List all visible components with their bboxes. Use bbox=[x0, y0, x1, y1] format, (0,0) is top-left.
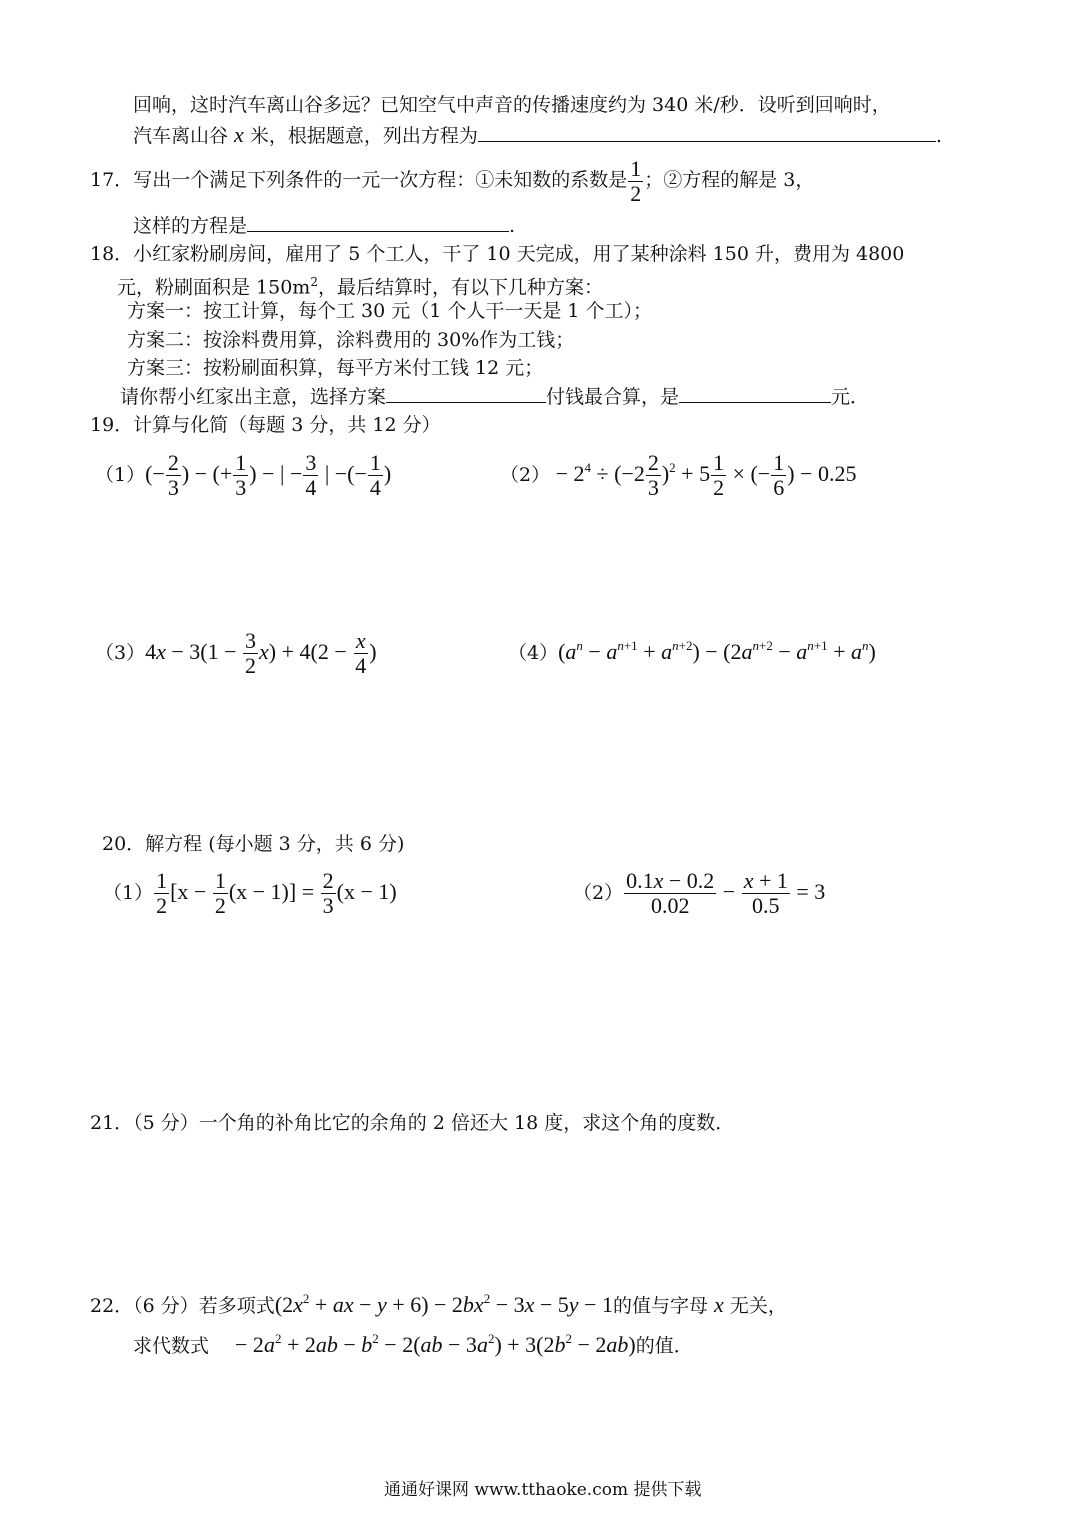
answer-blank-plan[interactable] bbox=[386, 384, 546, 403]
q17-line1: 17．写出一个满足下列条件的一元一次方程：①未知数的系数是 $\frac{1}{2}$ ；②方程的解是 3， bbox=[90, 155, 815, 206]
q18-plan1: 方案一：按工计算，每个工 30 元（1 个人干一天是 1 个工）； bbox=[127, 300, 653, 322]
answer-blank-q16[interactable] bbox=[478, 123, 936, 142]
q17-line2: 这样的方程是 . bbox=[133, 215, 516, 237]
q19-problem-4: $(4)(a^n - a^{n+1} + a^{n+2}) - (2a^{n+2} - a^{n+1} + a^n)$ bbox=[508, 638, 876, 664]
q16-line1: 回响，这时汽车离山谷多远？已知空气中声音的传播速度约为 340 米/秒．设听到回响时， bbox=[133, 94, 891, 116]
fraction-half: $\frac{1}{2}$ bbox=[630, 155, 642, 206]
q20-problem-1: （1） $\frac{1}{2}$ [x − $\frac{1}{2}$ (x − 1)] = $\frac{2}{3}$ (x − 1) bbox=[103, 868, 397, 919]
q21-text: 21．（5 分）一个角的补角比它的余角的 2 倍还大 18 度，求这个角的度数． bbox=[90, 1112, 735, 1134]
q20-title: 20．解方程 (每小题 3 分，共 6 分) bbox=[102, 833, 405, 855]
q20-problem-2: （2） $\frac{0.1x - 0.2}{0.02}$ − $\frac{x + 1}{0.5}$ = 3 bbox=[573, 868, 826, 919]
q16-line2: 汽车离山谷 x 米，根据题意，列出方程为 . bbox=[133, 122, 942, 147]
page-footer: 通通好课网 www.tthaoke.com 提供下载 bbox=[384, 1480, 702, 1500]
q19-title: 19．计算与化简（每题 3 分，共 12 分） bbox=[90, 414, 441, 436]
q22-line2: 求代数式 − $2a^2 + 2ab - b^2 - 2(ab - 3a^2) + 3(2b^2 - 2ab)$的值． bbox=[133, 1331, 693, 1357]
q19-problem-1: （1）(− $\frac{2}{3}$ ) − (+ $\frac{1}{3}$ ) − | − $\frac{3}{4}$ | −(− $\frac{1}{4}$ ) bbox=[95, 450, 392, 501]
q18-ask: 请你帮小红家出主意，选择方案 付钱最合算，是 元． bbox=[120, 386, 870, 408]
answer-blank-cost[interactable] bbox=[679, 384, 831, 403]
q18-line2: 元，粉刷面积是 $150m^2$，最后结算时，有以下几种方案： bbox=[117, 275, 603, 299]
answer-blank-q17[interactable] bbox=[247, 213, 509, 232]
q18-plan3: 方案三：按粉刷面积算，每平方米付工钱 12 元； bbox=[127, 357, 544, 379]
q22-line1: 22．（6 分）若多项式($2x^2$ + ax − $y + 6) - 2bx^2 - 3x - 5y - 1$的值与字母 x 无关， bbox=[90, 1291, 787, 1317]
var-x: x bbox=[234, 122, 244, 147]
q18-line1: 18．小红家粉刷房间，雇用了 5 个工人，干了 10 天完成，用了某种涂料 150 升，费用为 4800 bbox=[90, 243, 905, 265]
q18-plan2: 方案二：按涂料费用算，涂料费用的 30%作为工钱； bbox=[127, 329, 575, 351]
q19-problem-2: $(2) - 2^4 \div (-2$ $\frac{2}{3}$ )$^2$ + 5 $\frac{1}{2}$ × (− $\frac{1}{6}$ ) − 0.25 bbox=[500, 450, 857, 501]
q19-problem-3: （3）4x − 3(1 − $\frac{3}{2}$ x) + 4(2 − $\frac{x}{4}$ ) bbox=[95, 628, 377, 679]
